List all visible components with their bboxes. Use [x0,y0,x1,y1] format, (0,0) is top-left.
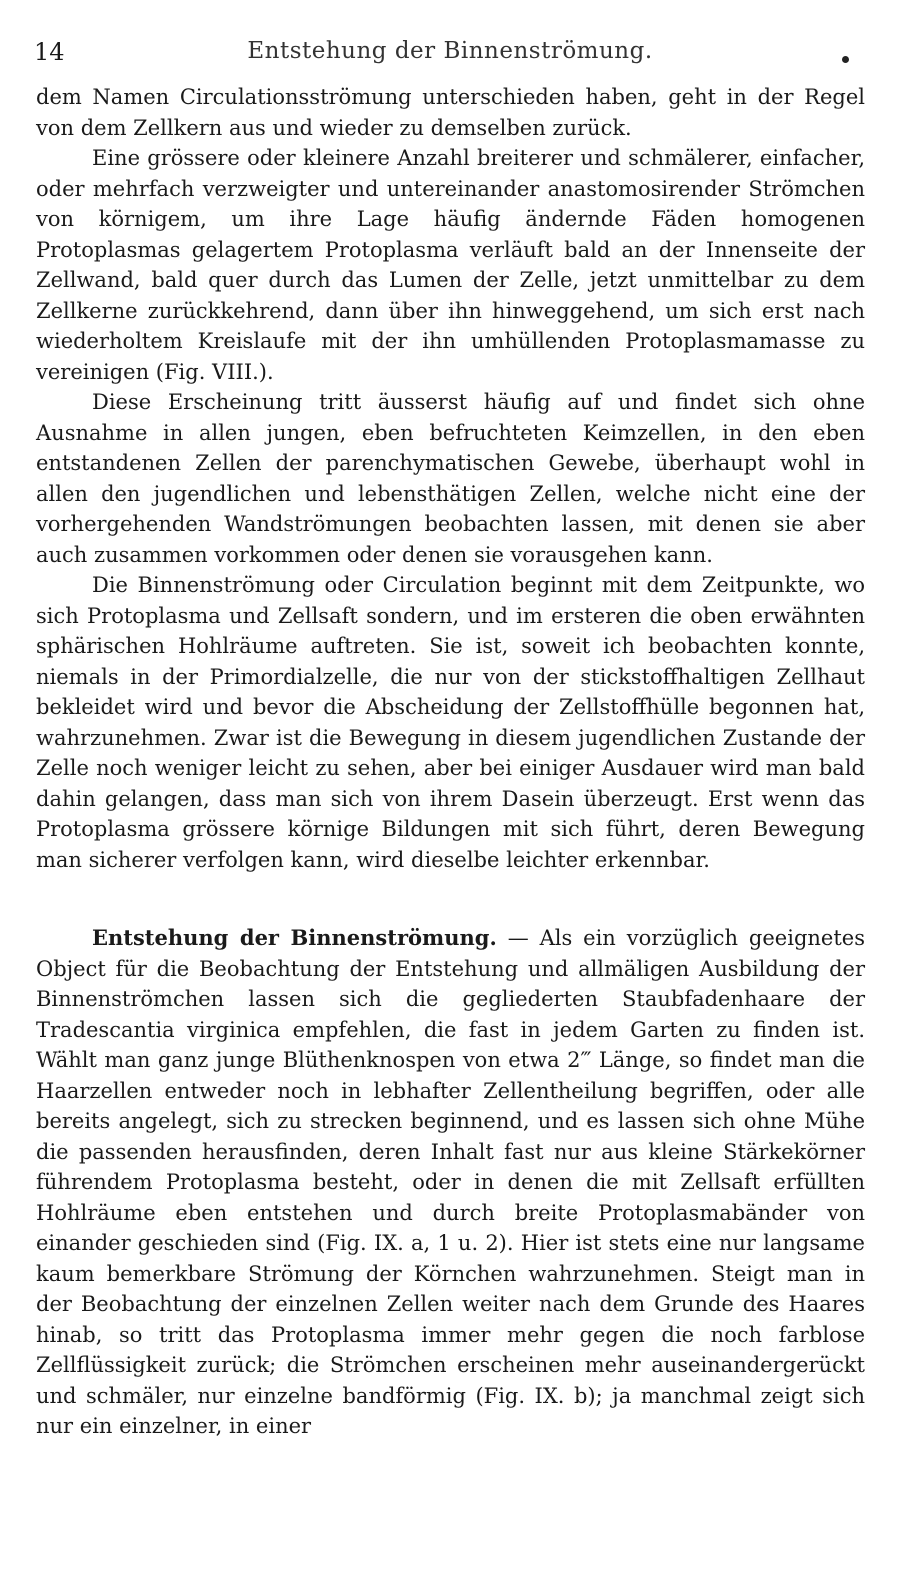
section-spacer [36,875,865,923]
section-paragraph [36,923,865,1442]
page-number: 14 [34,38,65,66]
page-header [34,38,866,72]
section-heading: Entstehung der Binnenströmung. [92,925,497,950]
ink-spot [842,56,849,63]
paragraph: Diese Erscheinung tritt äusserst häufig auf und findet sich ohne Ausnahme in allen jungen, eben befruchteten Keimzellen, in den eben entstandenen Zellen der parenchymatischen Gewebe, überhaupt wohl in allen den jugendlichen und lebensthätigen Zellen, welche nicht eine der vorhergehenden Wandströmungen beobachten lassen, mit denen sie aber auch zusammen vorkommen oder denen sie vorausgehen kann. [36,390,865,567]
body-text [36,82,865,1442]
paragraph-continued: dem Namen Circulationsströmung unterschieden haben, geht in der Regel von dem Zellkern aus und wieder zu demselben zurück. [36,85,865,140]
section-text: — Als ein vorzüglich geeignetes Object für die Beobachtung der Entstehung und allmäligen Ausbildung der Binnenströmchen lassen sich die gegliederten Staubfadenhaare der Tradescantia virginica empfehlen, die fast in jedem Garten zu finden ist. Wählt man ganz junge Blüthenknospen von etwa 2‴ Länge, so findet man die Haarzellen entweder noch in lebhafter Zellentheilung begriffen, oder alle bereits angelegt, sich zu strecken beginnend, und es lassen sich ohne Mühe die passenden herausfinden, deren Inhalt fast nur aus kleine Stärkekörner führendem Protoplasma besteht, oder in denen die mit Zellsaft erfüllten Hohlräume eben entstehen und durch breite Protoplasmabänder von einander geschieden sind (Fig. IX. a, 1 u. 2). Hier ist stets eine nur langsame kaum bemerkbare Strömung der Körnchen wahrzunehmen. Steigt man in der Beobachtung der einzelnen Zellen weiter nach dem Grunde des Haares hinab, so tritt das Protoplasma immer mehr gegen die noch farblose Zellflüssigkeit zurück; die Strömchen erscheinen mehr auseinandergerückt und schmäler, nur einzelne bandförmig (Fig. IX. b); ja manchmal zeigt sich nur ein einzelner, in einer [36,926,865,1438]
paragraph: Die Binnenströmung oder Circulation beginnt mit dem Zeitpunkte, wo sich Protoplasma und Zellsaft sondern, und im ersteren die oben erwähnten sphärischen Hohlräume auftreten. Sie ist, soweit ich beobachten konnte, niemals in der Primordialzelle, die nur von der stickstoffhaltigen Zellhaut bekleidet wird und bevor die Abscheidung der Zellstoffhülle begonnen hat, wahrzunehmen. Zwar ist die Bewegung in diesem jugendlichen Zustande der Zelle noch weniger leicht zu sehen, aber bei einiger Ausdauer wird man bald dahin gelangen, dass man sich von ihrem Dasein überzeugt. Erst wenn das Protoplasma grössere körnige Bildungen mit sich führt, deren Bewegung man sicherer verfolgen kann, wird dieselbe leichter erkennbar. [36,573,865,872]
paragraph: Eine grössere oder kleinere Anzahl breiterer und schmälerer, einfacher, oder mehrfach verzweigter und untereinander anastomosirender Strömchen von körnigem, um ihre Lage häufig ändernde Fäden homogenen Protoplasmas gelagertem Protoplasma verläuft bald an der Innenseite der Zellwand, bald quer durch das Lumen der Zelle, jetzt unmittelbar zu dem Zellkerne zurückkehrend, dann über ihn hinweggehend, um sich erst nach wiederholtem Kreislaufe mit der ihn umhüllenden Protoplasmamasse zu vereinigen (Fig. VIII.). [36,146,865,384]
running-head: Entstehung der Binnenströmung. [247,38,653,64]
